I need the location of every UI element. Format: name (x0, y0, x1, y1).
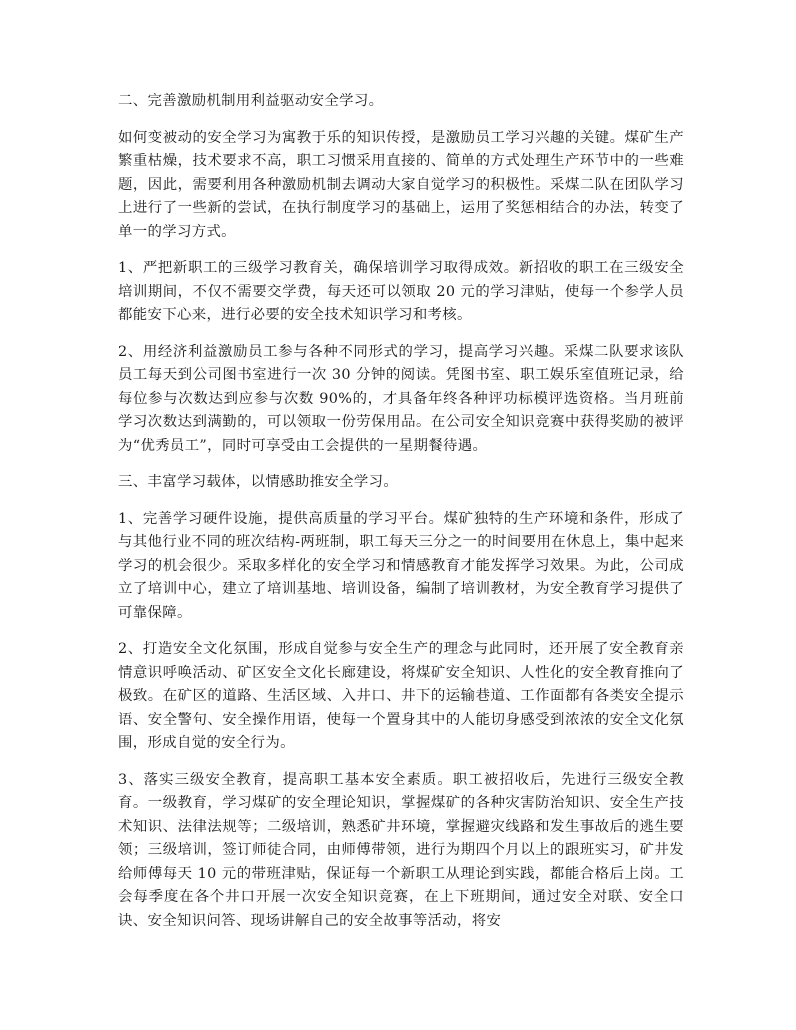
document-page (118, 90, 684, 946)
section-heading-2: 二、完善激励机制用利益驱动安全学习。 (118, 93, 384, 109)
paragraph-intro: 如何变被动的安全学习为寓教于乐的知识传授，是激励员工学习兴趣的关键。煤矿生产繁重枯燥，技术要求不高，职工习惯采用直接的、简单的方式处理生产环节中的一些难题，因此，需要利用各种激励机制去调动大家自觉学习的积极性。采煤二队在团队学习上进行了一些新的尝试，在执行制度学习的基础上，运用了奖惩相结合的办法，转变了单一的学习方式。 (118, 129, 684, 240)
paragraph-item-3-3: 3、落实三级安全教育，提高职工基本安全素质。职工被招收后，先进行三级安全教育。一级教育，学习煤矿的安全理论知识，掌握煤矿的各种灾害防治知识、安全生产技术知识、法律法规等；二级培训，熟悉矿井环境，掌握避灾线路和发生事故后的逃生要领；三级培训，签订师徒合同，由师傅带领，进行为期四个月以上的跟班实习，矿井发给师傅每天 10 元的带班津贴，保证每一个新职工从理论到实践，都能合格后上岗。工会每季度在各个井口开展一次安全知识竞赛，在上下班期间，通过安全对联、安全口诀、安全知识问答、现场讲解自己的安全故事等活动，将安 (118, 771, 684, 929)
paragraph-item-1: 1、严把新职工的三级学习教育关，确保培训学习取得成效。新招收的职工在三级安全培训期间，不仅不需要交学费，每天还可以领取 20 元的学习津贴，使每一个参学人员都能安下心来，进行必要的安全技术知识学习和考核。 (118, 260, 684, 323)
section-heading-3: 三、丰富学习载体，以情感助推安全学习。 (118, 474, 399, 490)
paragraph-item-2: 2、用经济利益激励员工参与各种不同形式的学习，提高学习兴趣。采煤二队要求该队员工每天到公司图书室进行一次 30 分钟的阅读。凭图书室、职工娱乐室值班记录，给每位参与次数达到应参与次数 90%的，才具备年终各种评功标模评选资格。当月班前学习次数达到满勤的，可以领取一份劳保用品。在公司安全知识竞赛中获得奖励的被评为“优秀员工”，同时可享受由工会提供的一星期餐待遇。 (118, 343, 684, 454)
paragraph-item-3-1: 1、完善学习硬件设施，提供高质量的学习平台。煤矿独特的生产环境和条件，形成了与其他行业不同的班次结构-两班制，职工每天三分之一的时间要用在休息上，集中起来学习的机会很少。采取多样化的安全学习和情感教育才能发挥学习效果。为此，公司成立了培训中心，建立了培训基地、培训设备，编制了培训教材，为安全教育学习提供了可靠保障。 (118, 510, 684, 621)
paragraph-item-3-2: 2、打造安全文化氛围，形成自觉参与安全生产的理念与此同时，还开展了安全教育亲情意识呼唤活动、矿区安全文化长廊建设，将煤矿安全知识、人性化的安全教育推向了极致。在矿区的道路、生活区域、入井口、井下的运输巷道、工作面都有各类安全提示语、安全警句、安全操作用语，使每一个置身其中的人能切身感受到浓浓的安全文化氛围，形成自觉的安全行为。 (118, 641, 684, 751)
